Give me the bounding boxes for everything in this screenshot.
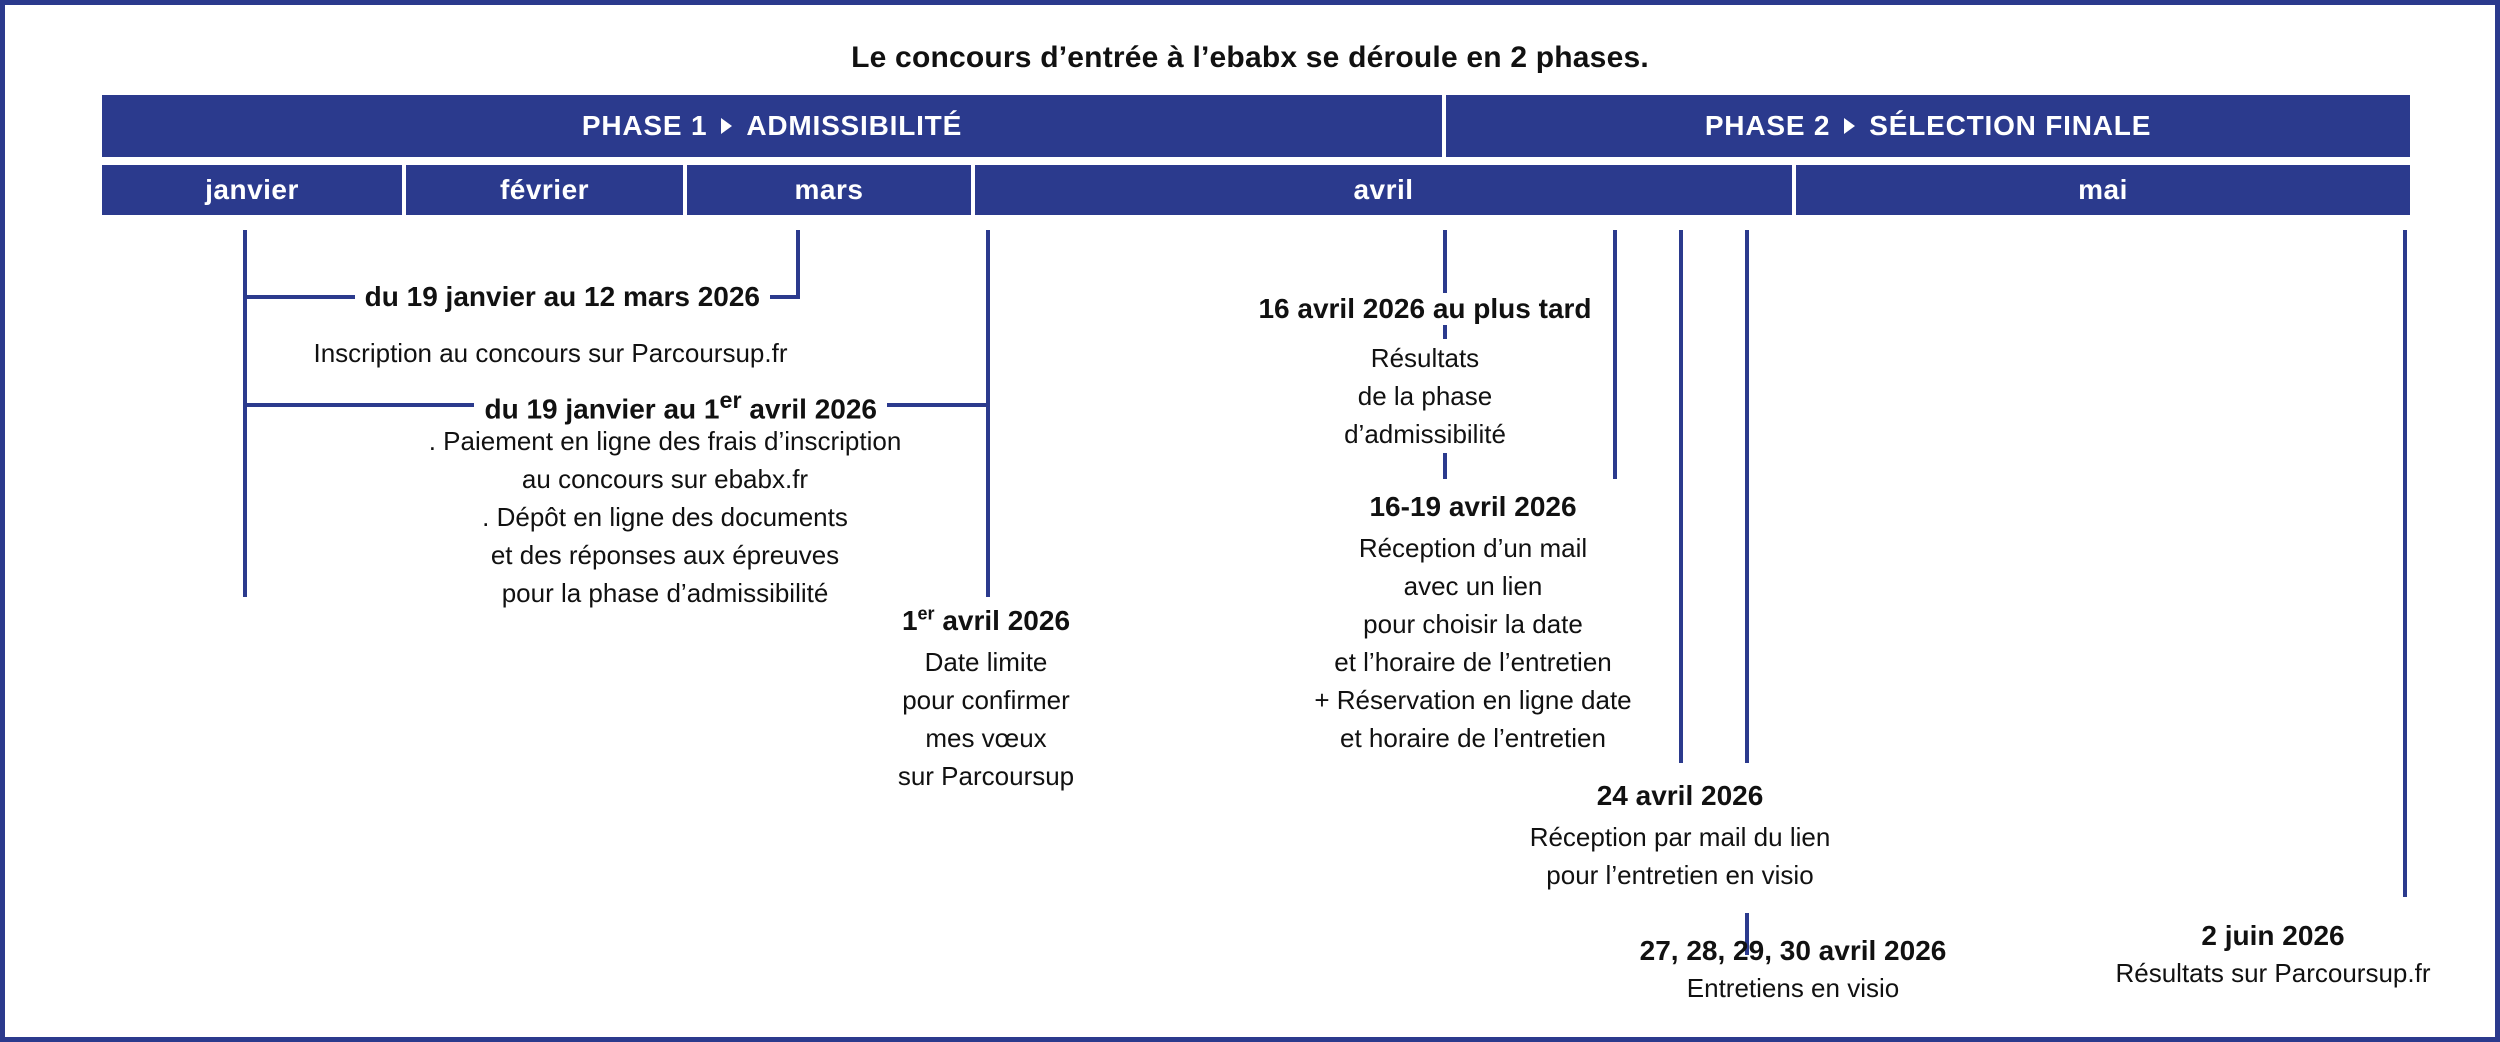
right-triangle-icon (1844, 118, 1855, 134)
event-text-line: sur Parcoursup (897, 761, 1075, 791)
event-text-line: Résultats sur Parcoursup.fr (2115, 958, 2431, 988)
event-text-line: Résultats (1370, 343, 1480, 373)
event-date: 16-19 avril 2026 (1369, 491, 1577, 522)
event-date: 1er avril 2026 (901, 603, 1071, 636)
connector-2-juin (2403, 230, 2407, 897)
month-avril: avril (975, 165, 1792, 215)
event-text-line: pour choisir la date (1363, 609, 1583, 639)
event-entretiens-visio (1543, 935, 2043, 1007)
event-text-line: Réception d’un mail (1358, 533, 1588, 563)
phase-1-segment (102, 95, 1442, 157)
event-lien-visio (1455, 780, 1905, 894)
event-text-line: . Paiement en ligne des frais d’inscription (428, 426, 902, 456)
month-janvier: janvier (102, 165, 402, 215)
connector-rule (770, 295, 800, 299)
phase-1-title: ADMISSIBILITÉ (746, 110, 963, 141)
phase-2-name: PHASE 2 (1704, 110, 1831, 141)
month-bar (102, 165, 2410, 215)
connector-27-avril (1745, 230, 1749, 763)
month-mars: mars (687, 165, 971, 215)
event-date: 16 avril 2026 au plus tard (1225, 293, 1625, 325)
event-resultats-admissibilite (1225, 293, 1625, 453)
right-triangle-icon (721, 118, 732, 134)
event-text-line: Inscription au concours sur Parcoursup.fr (313, 338, 788, 368)
event-date: 2 juin 2026 (2201, 920, 2345, 951)
event-date: du 19 janvier au 12 mars 2026 (364, 281, 760, 312)
event-text-line: Date limite (924, 647, 1048, 677)
event-body (1336, 339, 1514, 453)
event-text-line: . Dépôt en ligne des documents (482, 502, 848, 532)
event-text-line: et horaire de l’entretien (1340, 723, 1606, 753)
event-date: 27, 28, 29, 30 avril 2026 (1639, 935, 1947, 966)
month-mai: mai (1796, 165, 2410, 215)
event-text-line: au concours sur ebabx.fr (521, 464, 809, 494)
event-inscription-body (243, 334, 858, 372)
event-paiement-body (335, 422, 995, 612)
event-body (1263, 529, 1683, 757)
event-body (2073, 954, 2473, 992)
event-text-line: pour l’entretien en visio (1546, 860, 1814, 890)
event-date: 24 avril 2026 (1596, 780, 1764, 811)
event-text-line: + Réservation en ligne date (1314, 685, 1632, 715)
event-text-line: mes vœux (925, 723, 1047, 753)
month-fevrier: février (406, 165, 683, 215)
event-reservation-entretien (1263, 491, 1683, 757)
event-date: du 19 janvier au 1er avril 2026 (484, 387, 877, 425)
event-body (811, 643, 1161, 795)
event-resultats-finaux (2073, 920, 2473, 992)
phase-1-name: PHASE 1 (581, 110, 708, 141)
event-text-line: pour confirmer (902, 685, 1070, 715)
event-text-line: et l’horaire de l’entretien (1334, 647, 1612, 677)
event-text-line: et des réponses aux épreuves (490, 540, 840, 570)
event-text-line: pour la phase d’admissibilité (501, 578, 829, 608)
event-inscription-date-row (243, 281, 800, 313)
connector-rule (887, 403, 990, 407)
phase-bar (102, 95, 2410, 157)
event-text-line: Entretiens en visio (1686, 973, 1900, 1003)
connector-rule (243, 295, 355, 299)
phase-2-segment (1446, 95, 2410, 157)
connector-rule (243, 403, 474, 407)
event-text-line: de la phase (1357, 381, 1493, 411)
event-paiement-date-row (243, 384, 990, 425)
event-text-line: avec un lien (1403, 571, 1543, 601)
event-body (1455, 818, 1905, 894)
page-title: Le concours d’entrée à l’ebabx se déroule en 2 phases. (851, 41, 1649, 74)
phase-2-title: SÉLECTION FINALE (1869, 110, 2152, 141)
event-date-limite (811, 605, 1161, 795)
event-body (1543, 969, 2043, 1007)
event-text-line: Réception par mail du lien (1529, 822, 1831, 852)
event-text-line: d’admissibilité (1344, 419, 1506, 449)
